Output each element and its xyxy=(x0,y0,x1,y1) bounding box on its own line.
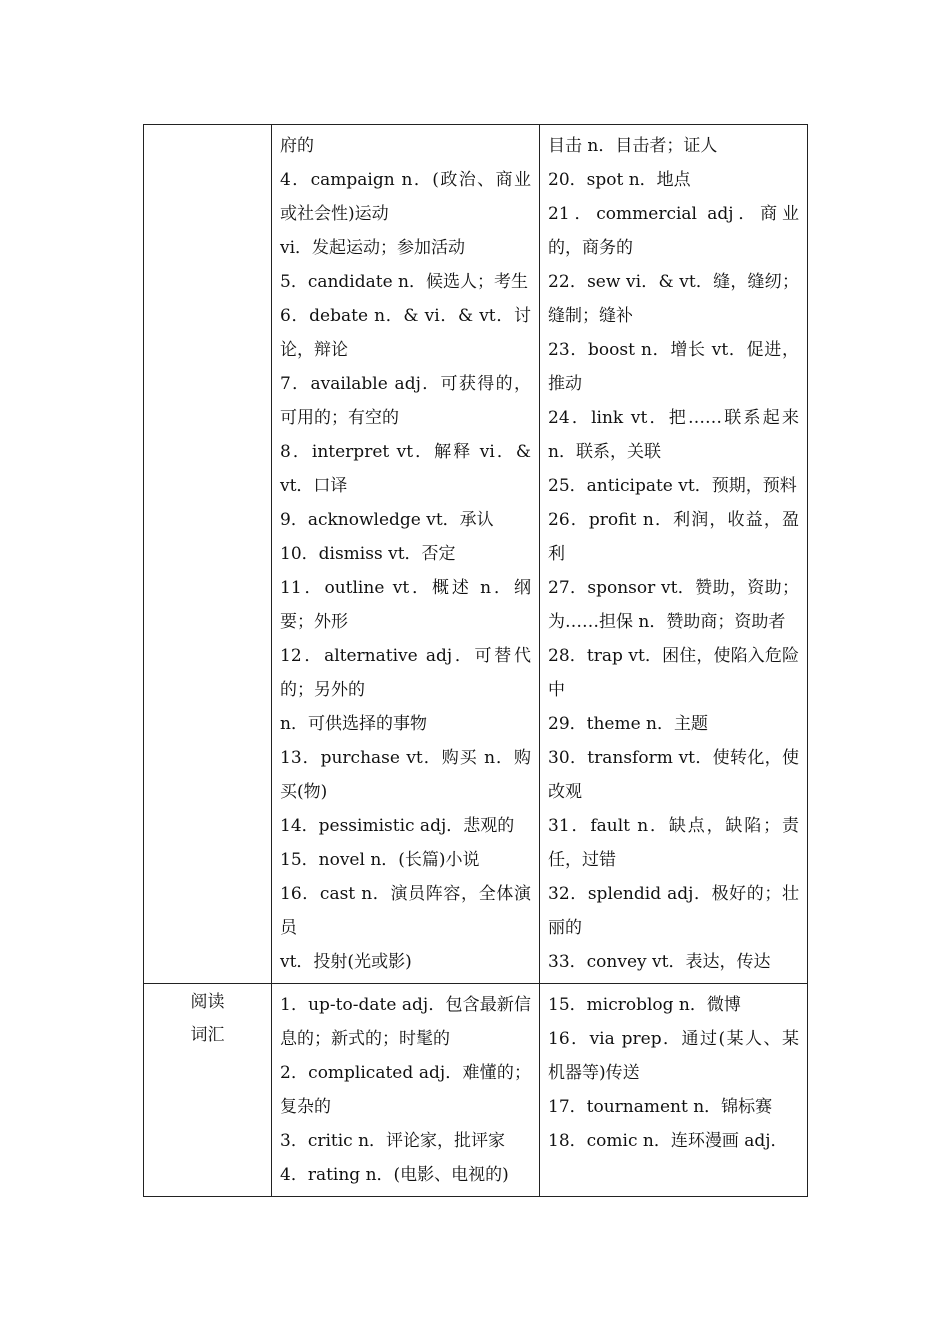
vocab-list-left xyxy=(272,984,540,1197)
list-item: 14．pessimistic adj．悲观的 xyxy=(280,816,515,836)
list-item: 32．splendid adj．极好的；壮丽的 xyxy=(548,884,799,938)
list-item: 12．alternative adj．可替代的；另外的 xyxy=(280,646,531,700)
table-row xyxy=(144,125,808,984)
list-item: 18．comic n．连环漫画 adj． xyxy=(548,1131,788,1151)
list-item: 16．cast n．演员阵容，全体演员 xyxy=(280,884,531,938)
vocab-list-right xyxy=(540,125,808,984)
list-item: 22．sew vi．& vt．缝，缝纫；缝制；缝补 xyxy=(548,272,799,326)
list-item: 4．rating n．(电影、电视的) xyxy=(280,1165,509,1185)
list-item: 7．available adj．可获得的，可用的；有空的 xyxy=(280,374,531,428)
list-item: 4．campaign n．(政治、商业或社会性)运动 xyxy=(280,170,531,224)
table-row xyxy=(144,984,808,1197)
list-item: 10．dismiss vt．否定 xyxy=(280,544,456,564)
vocab-list-right xyxy=(540,984,808,1197)
list-item: 3．critic n．评论家，批评家 xyxy=(280,1131,506,1151)
list-item: vi．发起运动；参加活动 xyxy=(280,238,466,258)
list-item: 24．link vt．把……联系起来 n．联系，关联 xyxy=(548,408,799,462)
list-item: 5．candidate n．候选人；考生 xyxy=(280,272,529,292)
list-item: 30．transform vt．使转化，使改观 xyxy=(548,748,799,802)
list-item: 9．acknowledge vt．承认 xyxy=(280,510,494,530)
list-item: 29．theme n．主题 xyxy=(548,714,709,734)
category-cell xyxy=(144,984,272,1197)
list-item: 6．debate n．& vi．& vt．讨论，辩论 xyxy=(280,306,531,360)
list-item: 27．sponsor vt．赞助，资助；为……担保 n．赞助商；资助者 xyxy=(548,578,799,632)
list-item: n．可供选择的事物 xyxy=(280,714,427,734)
list-item: 11．outline vt．概述 n．纲要；外形 xyxy=(280,578,531,632)
list-item: 17．tournament n．锦标赛 xyxy=(548,1097,773,1117)
category-text: 阅读 xyxy=(190,992,225,1012)
list-item: 16．via prep．通过(某人、某机器等)传送 xyxy=(548,1029,799,1083)
list-item: 28．trap vt．困住，使陷入危险中 xyxy=(548,646,799,700)
list-item: 2．complicated adj．难懂的；复杂的 xyxy=(280,1063,531,1117)
list-item: 26．profit n．利润，收益，盈利 xyxy=(548,510,799,564)
list-item: vt．投射(光或影) xyxy=(280,952,412,972)
list-item: 府的 xyxy=(280,136,314,156)
category-text: 词汇 xyxy=(190,1025,225,1045)
list-item: 31．fault n．缺点，缺陷；责任，过错 xyxy=(548,816,799,870)
list-item: 15．novel n．(长篇)小说 xyxy=(280,850,480,870)
list-item: 8．interpret vt．解释 vi．& vt．口译 xyxy=(280,442,531,496)
list-item: 目击 n．目击者；证人 xyxy=(548,136,718,156)
vocabulary-table xyxy=(143,124,808,1197)
list-item: 1．up-to-date adj．包含最新信息的；新式的；时髦的 xyxy=(280,995,531,1049)
list-item: 33．convey vt．表达，传达 xyxy=(548,952,771,972)
list-item: 15．microblog n．微博 xyxy=(548,995,741,1015)
list-item: 25．anticipate vt．预期，预料 xyxy=(548,476,797,496)
list-item: 13．purchase vt．购买 n．购买(物) xyxy=(280,748,531,802)
list-item: 23．boost n．增长 vt．促进，推动 xyxy=(548,340,799,394)
list-item: 21．commercial adj．商业的，商务的 xyxy=(548,204,799,258)
vocab-list-left xyxy=(272,125,540,984)
category-cell xyxy=(144,125,272,984)
list-item: 20．spot n．地点 xyxy=(548,170,691,190)
